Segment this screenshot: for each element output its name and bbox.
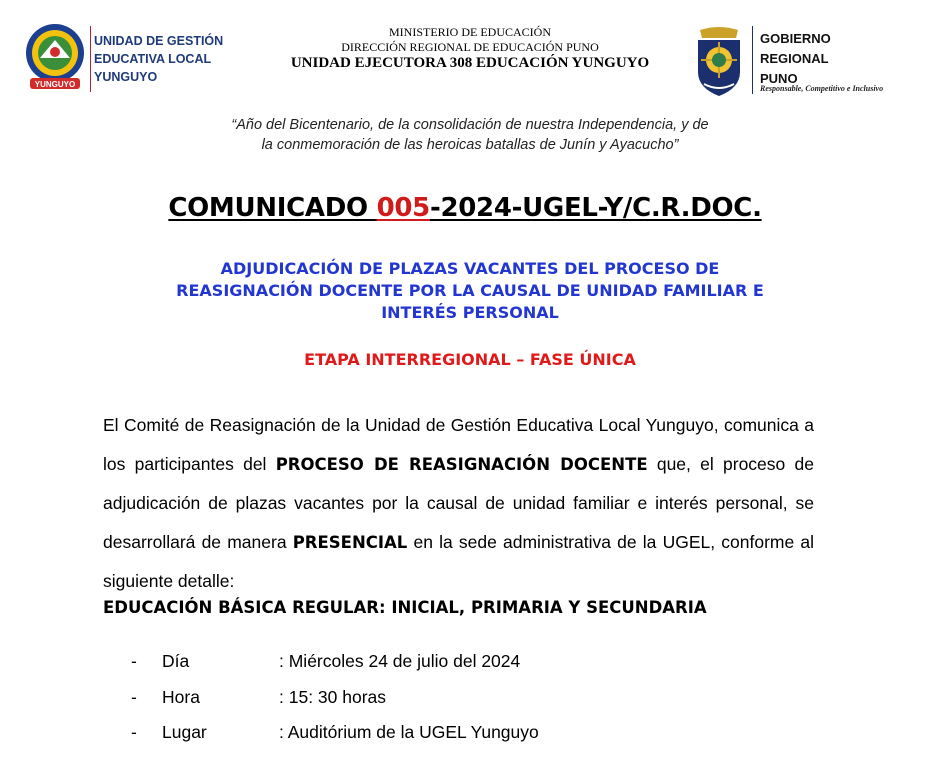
- detail-label: Día: [162, 651, 190, 671]
- bullet-dash: -: [131, 687, 137, 707]
- gobierno-regional-puno-crest: [690, 26, 748, 98]
- ugel-yunguyo-logo: [24, 22, 86, 92]
- detail-value: : Auditórium de la UGEL Yunguyo: [279, 722, 539, 742]
- communique-number: 005: [376, 193, 430, 223]
- detail-value: : Miércoles 24 de julio del 2024: [279, 651, 521, 671]
- process-stage: ETAPA INTERREGIONAL – FASE ÚNICA: [304, 350, 636, 369]
- modality: PRESENCIAL: [292, 532, 408, 552]
- ministry-name: MINISTERIO DE EDUCACIÓN: [389, 25, 551, 39]
- executing-unit: UNIDAD EJECUTORA 308 EDUCACIÓN YUNGUYO: [290, 55, 650, 71]
- education-level: EDUCACIÓN BÁSICA REGULAR: INICIAL, PRIMARIA Y SECUNDARIA: [103, 598, 707, 617]
- detail-label: Hora: [162, 687, 200, 707]
- year-motto: “Año del Bicentenario, de la consolidación de nuestra Independencia, y de la conmemoración de las heroicas batallas de Junín y Ayacucho”: [231, 117, 709, 153]
- left-org-name: UNIDAD DE GESTIÓN EDUCATIVA LOCAL YUNGUYO: [94, 34, 224, 84]
- bullet-dash: -: [131, 722, 137, 742]
- regional-motto: Responsable, Competitivo e Inclusivo: [760, 84, 884, 93]
- communique-title: COMUNICADO 005-2024-UGEL-Y/C.R.DOC.: [168, 193, 762, 223]
- left-logo-text: YUNGUYO: [34, 80, 76, 89]
- header-divider-right: [752, 26, 753, 94]
- regional-direction: DIRECCIÓN REGIONAL DE EDUCACIÓN PUNO: [341, 40, 599, 54]
- bullet-dash: -: [131, 651, 137, 671]
- detail-value: : 15: 30 horas: [279, 687, 387, 707]
- process-name: PROCESO DE REASIGNACIÓN DOCENTE: [275, 454, 648, 474]
- detail-label: Lugar: [162, 722, 207, 742]
- communique-subtitle: ADJUDICACIÓN DE PLAZAS VACANTES DEL PROCESO DE REASIGNACIÓN DOCENTE POR LA CAUSAL DE UNIDAD FAMILIAR E INTERÉS PERSONAL: [176, 259, 764, 322]
- body-paragraph: El Comité de Reasignación de la Unidad de Gestión Educativa Local Yunguyo, comunica a los participantes del PROCESO DE REASIGNACIÓN DOCENTE que, el proceso de adjudicación de plazas vacantes por la causal de unidad familiar e interés personal, se desarrollará de manera PRESENCIAL en la sede administrativa de la UGEL, conforme al siguiente detalle:: [103, 415, 814, 591]
- header-divider-left: [90, 26, 91, 92]
- right-org-name: GOBIERNO REGIONAL PUNO: [760, 31, 831, 86]
